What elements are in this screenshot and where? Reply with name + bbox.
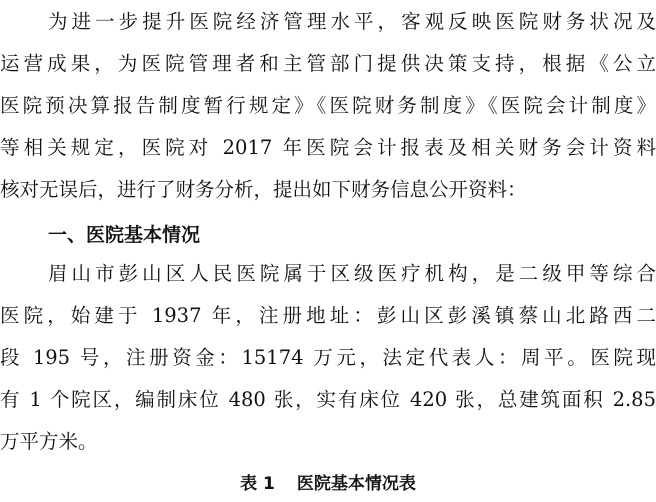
paragraph-2-line-3: 段 195 号，注册资金：15174 万元，法定代表人：周平。医院现 xyxy=(0,346,656,369)
paragraph-2-line-2: 医院，始建于 1937 年，注册地址：彭山区彭溪镇蔡山北路西二 xyxy=(0,304,656,327)
table-caption xyxy=(0,466,656,502)
paragraph-1-line-1: 为进一步提升医院经济管理水平，客观反映医院财务状况及 xyxy=(48,10,656,33)
paragraph-1-line-2: 运营成果，为医院管理者和主管部门提供决策支持，根据《公立 xyxy=(0,52,656,75)
paragraph-1-line-3: 医院预决算报告制度暂行规定》《医院财务制度》《医院会计制度》 xyxy=(0,94,656,117)
paragraph-2-line-1: 眉山市彭山区人民医院属于区级医疗机构，是二级甲等综合 xyxy=(48,262,656,285)
paragraph-1-line-5: 核对无误后，进行了财务分析，提出如下财务信息公开资料： xyxy=(0,178,527,201)
paragraph-1-line-4: 等相关规定，医院对 2017 年医院会计报表及相关财务会计资料 xyxy=(0,136,656,159)
paragraph-2-line-5: 万平方米。 xyxy=(0,430,98,453)
section-heading-basic-info: 一、医院基本情况 xyxy=(48,224,201,246)
table-number: 表 1 xyxy=(240,474,275,494)
paragraph-2-line-4: 有 1 个院区，编制床位 480 张，实有床位 420 张，总建筑面积 2.85 xyxy=(0,388,656,411)
table-title: 医院基本情况表 xyxy=(296,474,416,494)
